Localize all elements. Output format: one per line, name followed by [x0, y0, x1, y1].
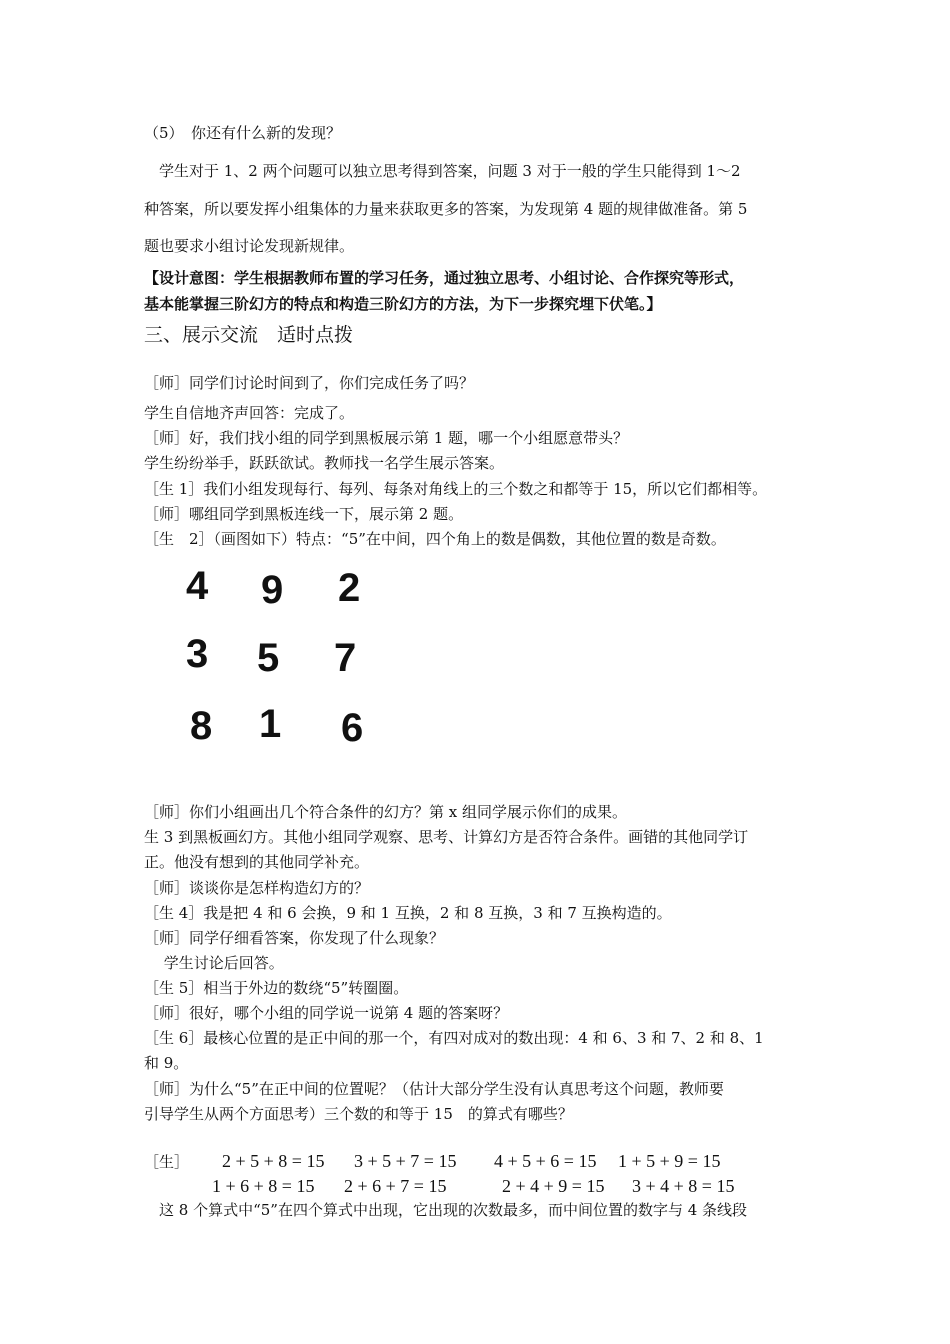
- magic-square-cell: 8: [190, 704, 213, 748]
- dialogue-line: ［师］谈谈你是怎样构造幻方的？: [144, 879, 370, 897]
- design-intent-line: 【设计意图：学生根据教师布置的学习任务，通过独立思考、小组讨论、合作探究等形式，: [144, 269, 745, 287]
- dialogue-line: 学生自信地齐声回答：完成了。: [144, 404, 355, 422]
- dialogue-line: ［生 2］（画图如下）特点：“5”在中间，四个角上的数是偶数，其他位置的数是奇数。: [144, 530, 726, 548]
- dialogue-line: ［生 5］相当于外边的数绕“5”转圈圈。: [144, 979, 409, 997]
- equation: 1 + 5 + 9 = 15: [618, 1151, 721, 1171]
- magic-square-cell: 5: [257, 636, 280, 680]
- magic-square-cell: 6: [341, 706, 364, 750]
- dialogue-line: ［生 6］最核心位置的是正中间的那一个，有四对成对的数出现：4 和 6、3 和 7、2 和 8、1: [144, 1029, 764, 1047]
- dialogue-line: 和 9。: [144, 1054, 189, 1072]
- equation: 2 + 5 + 8 = 15: [222, 1151, 325, 1171]
- equation: 2 + 4 + 9 = 15: [502, 1176, 605, 1196]
- dialogue-line: 生 3 到黑板画幻方。其他小组同学观察、思考、计算幻方是否符合条件。画错的其他同学订: [144, 828, 749, 846]
- equation: 2 + 6 + 7 = 15: [344, 1176, 447, 1196]
- equation: 1 + 6 + 8 = 15: [212, 1176, 315, 1196]
- dialogue-line: ［师］哪组同学到黑板连线一下，展示第 2 题。: [144, 505, 464, 523]
- paragraph-line: 学生对于 1、2 两个问题可以独立思考得到答案，问题 3 对于一般的学生只能得到 1～2: [144, 162, 741, 180]
- section-heading: 三、展示交流 适时点拨: [144, 324, 354, 346]
- equation: 3 + 5 + 7 = 15: [354, 1151, 457, 1171]
- closing-line: 这 8 个算式中“5”在四个算式中出现，它出现的次数最多，而中间位置的数字与 4 条线段: [144, 1201, 748, 1219]
- dialogue-line: ［师］同学仔细看答案，你发现了什么现象？: [144, 929, 445, 947]
- dialogue-line: 学生讨论后回答。: [144, 954, 284, 972]
- magic-square-cell: 7: [334, 636, 357, 680]
- dialogue-line: 学生纷纷举手，跃跃欲试。教师找一名学生展示答案。: [144, 454, 505, 472]
- magic-square-cell: 3: [186, 632, 209, 676]
- magic-square-cell: 2: [338, 566, 361, 610]
- magic-square-cell: 9: [261, 568, 284, 612]
- dialogue-line: 引导学生从两个方面思考）三个数的和等于 15 的算式有哪些？: [144, 1105, 573, 1123]
- dialogue-line: ［师］很好，哪个小组的同学说一说第 4 题的答案呀？: [144, 1004, 509, 1022]
- dialogue-line: ［师］你们小组画出几个符合条件的幻方？第 x 组同学展示你们的成果。: [144, 803, 627, 821]
- design-intent-line: 基本能掌握三阶幻方的特点和构造三阶幻方的方法，为下一步探究埋下伏笔。】: [144, 295, 662, 313]
- paragraph-line: 题也要求小组讨论发现新规律。: [144, 237, 355, 255]
- speaker-label: ［生］: [144, 1153, 190, 1171]
- dialogue-line: ［师］同学们讨论时间到了，你们完成任务了吗？: [144, 374, 475, 392]
- paragraph-line: 种答案，所以要发挥小组集体的力量来获取更多的答案，为发现第 4 题的规律做准备。第 5: [144, 200, 748, 218]
- dialogue-line: ［师］好，我们找小组的同学到黑板展示第 1 题，哪一个小组愿意带头？: [144, 429, 629, 447]
- dialogue-line: 正。他没有想到的其他同学补充。: [144, 853, 370, 871]
- magic-square-cell: 4: [186, 564, 209, 608]
- dialogue-line: ［生 4］我是把 4 和 6 会换，9 和 1 互换，2 和 8 互换，3 和 7 互换构造的。: [144, 904, 672, 922]
- magic-square-cell: 1: [259, 702, 282, 746]
- equation: 4 + 5 + 6 = 15: [494, 1151, 597, 1171]
- dialogue-line: ［师］为什么“5”在正中间的位置呢？（估计大部分学生没有认真思考这个问题，教师要: [144, 1080, 724, 1098]
- question-5: （5） 你还有什么新的发现？: [144, 124, 342, 142]
- equation: 3 + 4 + 8 = 15: [632, 1176, 735, 1196]
- dialogue-line: ［生 1］我们小组发现每行、每列、每条对角线上的三个数之和都等于 15，所以它们都相等。: [144, 480, 768, 498]
